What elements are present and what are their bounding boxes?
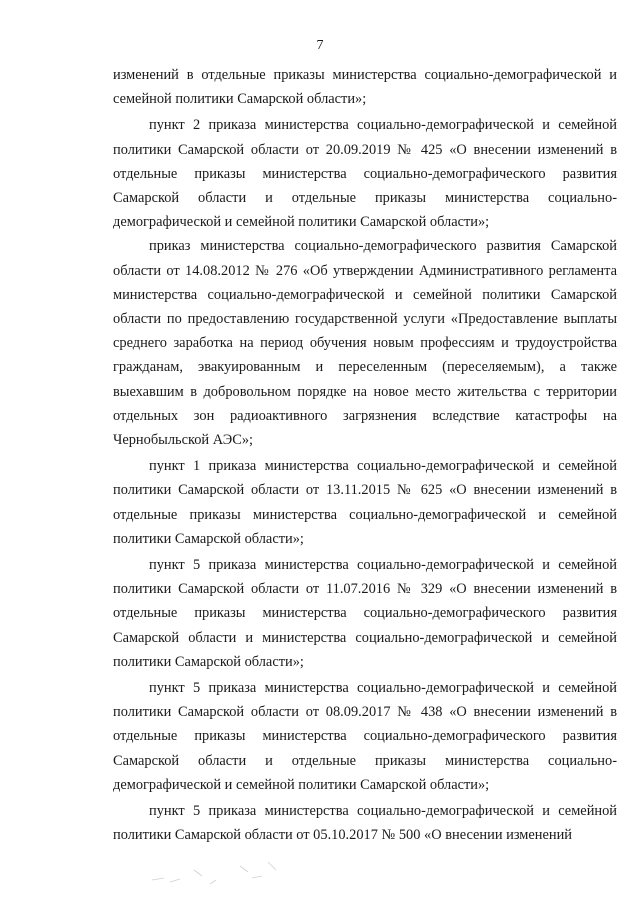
paragraph-item: пункт 2 приказа министерства социально-демографической и семейной политики Самарской области от 20.09.2019 № 425 «О внесении изменений в отдельные приказы министерства социально-демографического развития Самарской области и отдельные приказы министерства социально-демографической и семейной политики Самарской области»; — [113, 117, 617, 231]
paragraph-item: пункт 1 приказа министерства социально-демографической и семейной политики Самарской области от 13.11.2015 № 625 «О внесении изменений в отдельные приказы министерства социально-демографической и семейной политики Самарской области»; — [113, 458, 617, 547]
page-number: 7 — [316, 38, 324, 53]
paragraph-continuation: изменений в отдельные приказы министерства социально-демографической и семейной политики Самарской области»; — [113, 67, 617, 108]
scan-artifact-icon — [150, 858, 290, 888]
paragraph-item: приказ министерства социально-демографического развития Самарской области от 14.08.2012 № 276 «Об утверждении Административного регламента министерства социально-демографической и семейной политики Самарской области по предоставлению государственной услуги «Предоставление выплаты среднего заработка на период обучения новым профессиям и трудоустройства гражданам, эвакуированным и переселенным (переселяемым), а также выехавшим в добровольном порядке на новое место жительства с территории отдельных зон радиоактивного загрязнения вследствие катастрофы на Чернобыльской АЭС»; — [113, 238, 617, 449]
paragraph-item: пункт 5 приказа министерства социально-демографической и семейной политики Самарской области от 11.07.2016 № 329 «О внесении изменений в отдельные приказы министерства социально-демографического развития Самарской области и министерства социально-демографической и семейной политики Самарской области»; — [113, 557, 617, 670]
paragraph-item: пункт 5 приказа министерства социально-демографической и семейной политики Самарской области от 08.09.2017 № 438 «О внесении изменений в отдельные приказы министерства социально-демографического развития Самарской области и отдельные приказы министерства социально-демографической и семейной политики Самарской области»; — [113, 680, 617, 793]
paragraph-item: пункт 5 приказа министерства социально-демографической и семейной политики Самарской области от 05.10.2017 № 500 «О внесении изменений — [113, 803, 617, 844]
document-body — [113, 63, 617, 848]
